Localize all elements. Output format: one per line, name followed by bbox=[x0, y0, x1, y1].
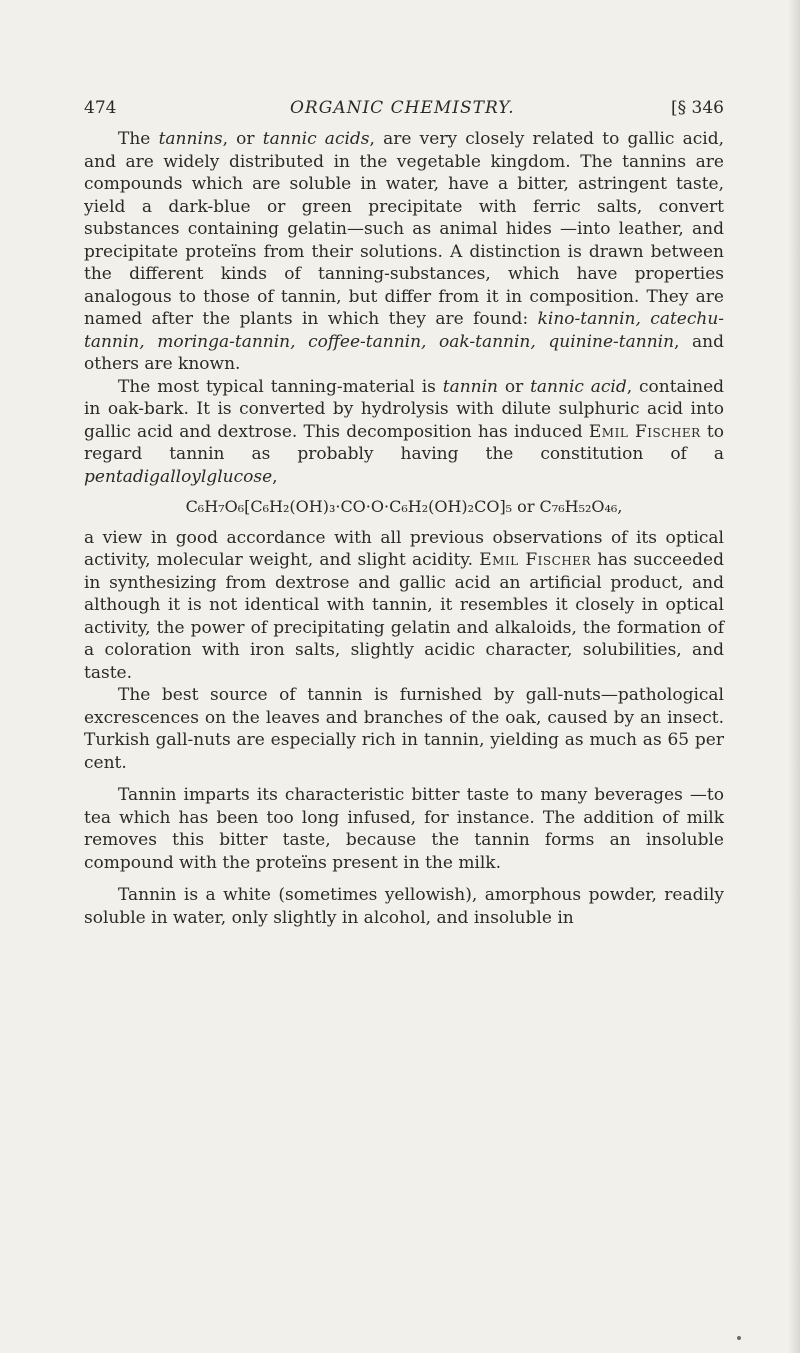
tannin-kinds-list: kino-tannin, catechu-tannin, moringa-tannin, coffee-tannin, oak-tannin, quinine-tannin bbox=[84, 309, 725, 352]
term-pentadigalloylglucose: pentadigalloylglucose bbox=[84, 466, 273, 487]
page-header bbox=[84, 98, 724, 124]
chemical-formula: C₆H₇O₆[C₆H₂(OH)₃·CO·O·C₆H₂(OH)₂CO]₅ or C₇₆H₅₂O₄₆, bbox=[185, 497, 623, 516]
paragraph-tannins-intro: The tannins, or tannic acids, are very closely related to gallic acid, and are widely distributed in the vegetable kingdom. The tannins are compounds which are soluble in water, have a bitter, astringent taste, yield a dark-blue or green precipitate with ferric salts, convert substances containing gelatin—such as animal hides —into leather, and precipitate proteïns from their solutions. A distinction is drawn between the different kinds of tanning-substances, which have properties analogous to those of tannin, but differ from it in composition. They are named after the plants in which they are found: kino-tannin, catechu-tannin, moringa-tannin, coffee-tannin, oak-tannin, quinine-tannin, and others are known. bbox=[84, 129, 725, 374]
page-edge-shadow bbox=[788, 0, 800, 1353]
page-number: 474 bbox=[84, 98, 117, 118]
term-tannic-acid: tannic acid bbox=[530, 376, 627, 397]
paragraph-gall-nuts: The best source of tannin is furnished by gall-nuts—pathological excrescences on the leaves and branches of the oak, caused by an insect. Turkish gall-nuts are especially rich in tannin, yielding as much as 65 per cent. bbox=[84, 685, 724, 773]
body-text bbox=[84, 128, 724, 929]
section-reference: [§ 346 bbox=[671, 98, 724, 118]
author-name: Emil Fischer bbox=[479, 550, 592, 570]
author-name: Emil Fischer bbox=[588, 421, 701, 442]
term-tannic-acids: tannic acids bbox=[262, 129, 370, 149]
page-mark bbox=[737, 1336, 741, 1340]
paragraph-bitter-taste: Tannin imparts its characteristic bitter taste to many beverages —to tea which has been too long infused, for instance. The addition of milk removes this bitter taste, because the tannin forms an insoluble compound with the proteïns present in the milk. bbox=[84, 785, 724, 873]
paragraph-properties: Tannin is a white (sometimes yellowish), amorphous powder, readily soluble in water, only slightly in alcohol, and insoluble in bbox=[84, 885, 724, 928]
term-tannins: tannins bbox=[158, 129, 223, 149]
running-title: ORGANIC CHEMISTRY. bbox=[290, 98, 515, 118]
term-tannin: tannin bbox=[442, 376, 498, 397]
paragraph-synthesis: a view in good accordance with all previous observations of its optical activity, molecular weight, and slight acidity. Emil Fischer has succeeded in synthesizing from dextrose and gallic acid an artificial product, and although it is not identical with tannin, it resembles it closely in optical activity, the power of precipitating gelatin and alkaloids, the formation of a coloration with iron salts, slightly acidic character, solubilities, and taste. bbox=[84, 527, 724, 683]
paragraph-typical-tannin: The most typical tanning-material is tannin or tannic acid, contained in oak-bark. It is converted by hydrolysis with dilute sulphuric acid into gallic acid and dextrose. This decomposition has induced Emil Fischer to regard tannin as probably having the constitution of a pentadigalloylglucose, bbox=[84, 376, 725, 487]
